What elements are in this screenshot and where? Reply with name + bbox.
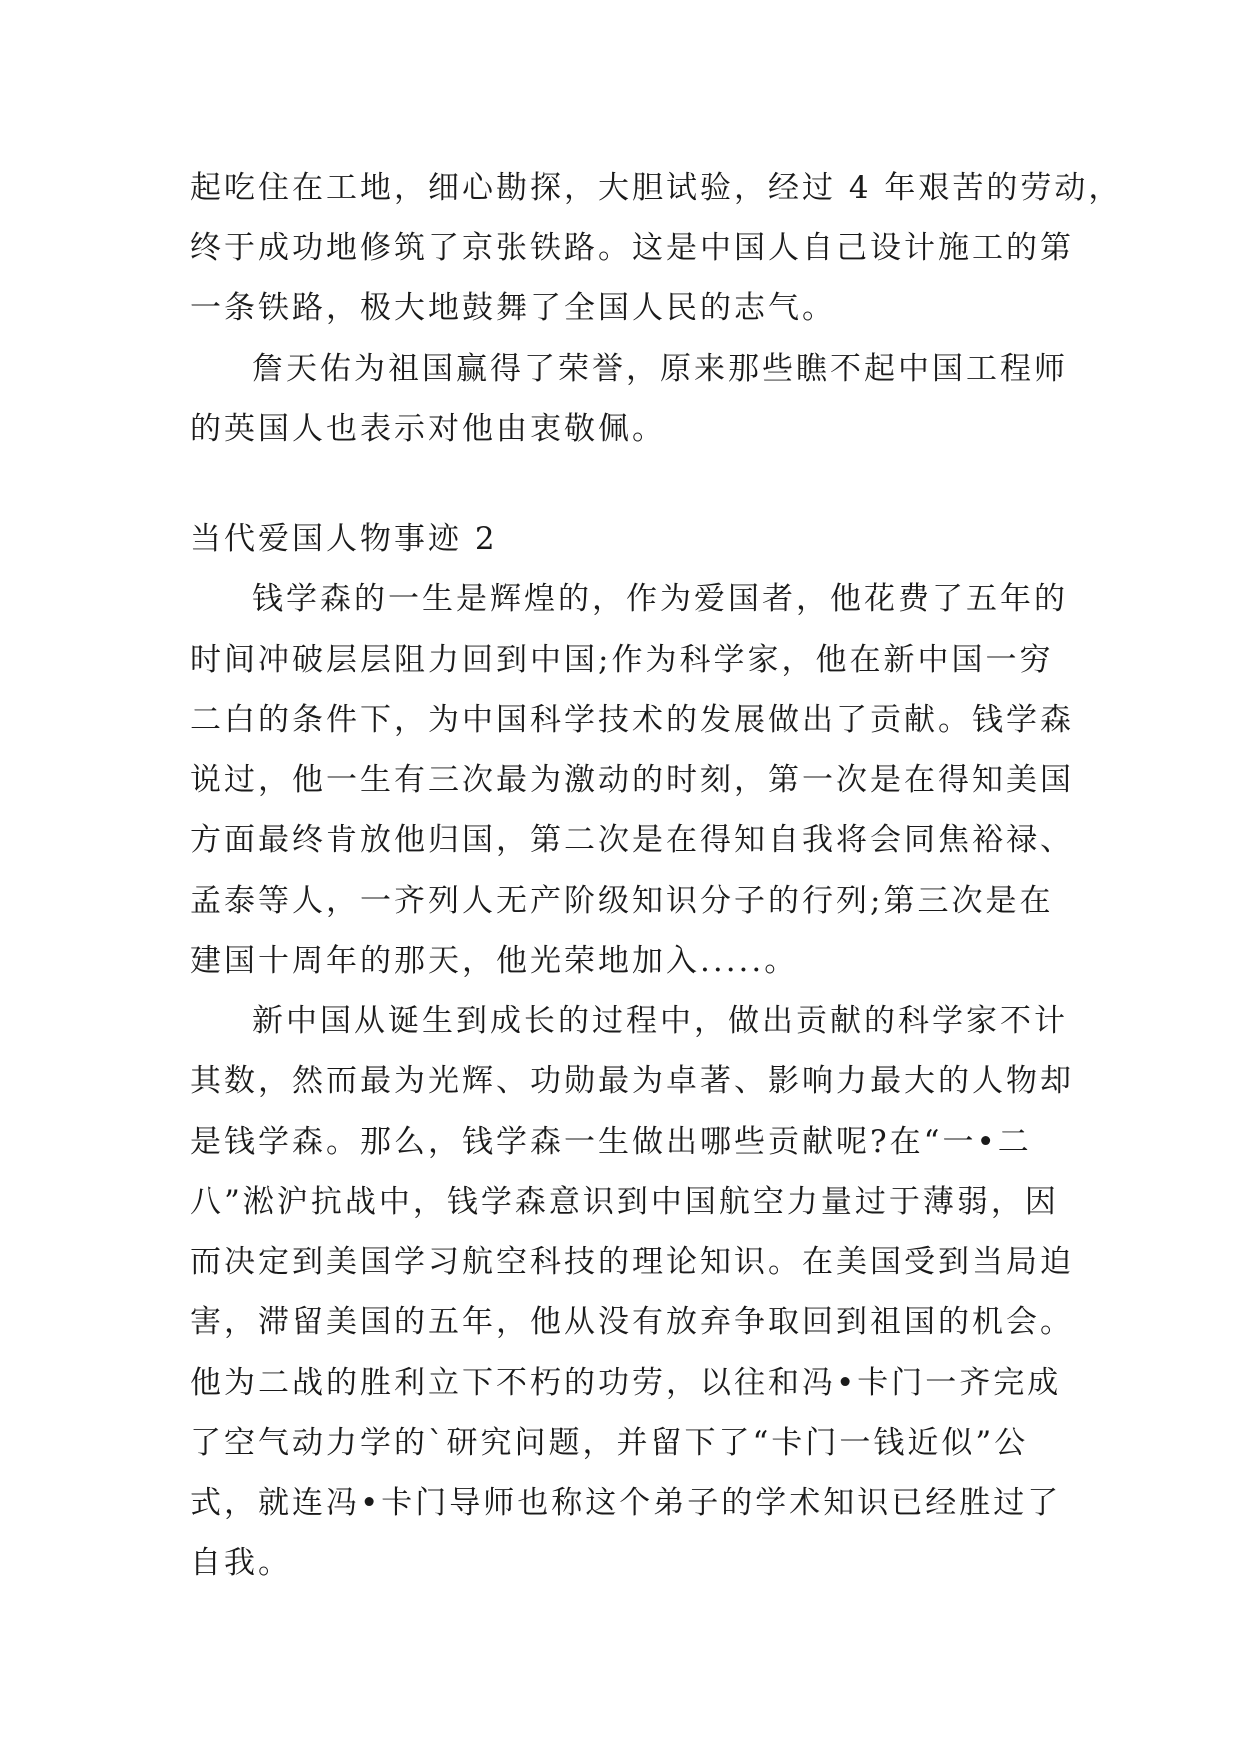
section-paragraph-1-line-4: 说过，他一生有三次最为激动的时刻，第一次是在得知美国 [190,762,1074,798]
section-paragraph-1-line-5: 方面最终肯放他归国，第二次是在得知自我将会同焦裕禄、 [190,822,1074,858]
section-paragraph-1-line-6: 孟泰等人，一齐列人无产阶级知识分子的行列;第三次是在 [190,883,1054,919]
section-paragraph-2-line-10: 自我。 [190,1545,292,1581]
section-paragraph-2-line-8: 了空气动力学的`研究问题，并留下了“卡门一钱近似”公 [190,1425,1029,1461]
section-paragraph-1-line-7: 建国十周年的那天，他光荣地加入.....。 [190,943,799,979]
section-paragraph-2-line-4: 八”淞沪抗战中，钱学森意识到中国航空力量过于薄弱，因 [190,1184,1059,1220]
paragraph-1-line-3: 一条铁路，极大地鼓舞了全国人民的志气。 [190,290,836,326]
section-paragraph-2-line-5: 而决定到美国学习航空科技的理论知识。在美国受到当局迫 [190,1244,1074,1280]
section-paragraph-1-line-2: 时间冲破层层阻力回到中国;作为科学家，他在新中国一穷 [190,642,1054,678]
section-paragraph-2-line-6: 害，滞留美国的五年，他从没有放弃争取回到祖国的机会。 [190,1304,1074,1340]
section-paragraph-2-line-2: 其数，然而最为光辉、功勋最为卓著、影响力最大的人物却 [190,1063,1074,1099]
section-paragraph-2-line-1: 新中国从诞生到成长的过程中，做出贡献的科学家不计 [252,1003,1068,1039]
section-title: 当代爱国人物事迹 2 [190,521,498,557]
paragraph-1-line-2: 终于成功地修筑了京张铁路。这是中国人自己设计施工的第 [190,230,1074,266]
paragraph-2-line-1: 詹天佑为祖国赢得了荣誉，原来那些瞧不起中国工程师 [252,351,1068,387]
paragraph-1-line-1: 起吃住在工地，细心勘探，大胆试验，经过 4 年艰苦的劳动， [190,170,1123,206]
section-paragraph-2-line-7: 他为二战的胜利立下不朽的功劳，以往和冯•卡门一齐完成 [190,1365,1062,1401]
section-paragraph-1-line-3: 二白的条件下，为中国科学技术的发展做出了贡献。钱学森 [190,702,1074,738]
section-paragraph-2-line-3: 是钱学森。那么，钱学森一生做出哪些贡献呢?在“一•二 [190,1124,1032,1160]
section-paragraph-2-line-9: 式，就连冯•卡门导师也称这个弟子的学术知识已经胜过了 [190,1485,1062,1521]
paragraph-2-line-2: 的英国人也表示对他由衷敬佩。 [190,411,666,447]
section-paragraph-1-line-1: 钱学森的一生是辉煌的，作为爱国者，他花费了五年的 [252,581,1068,617]
